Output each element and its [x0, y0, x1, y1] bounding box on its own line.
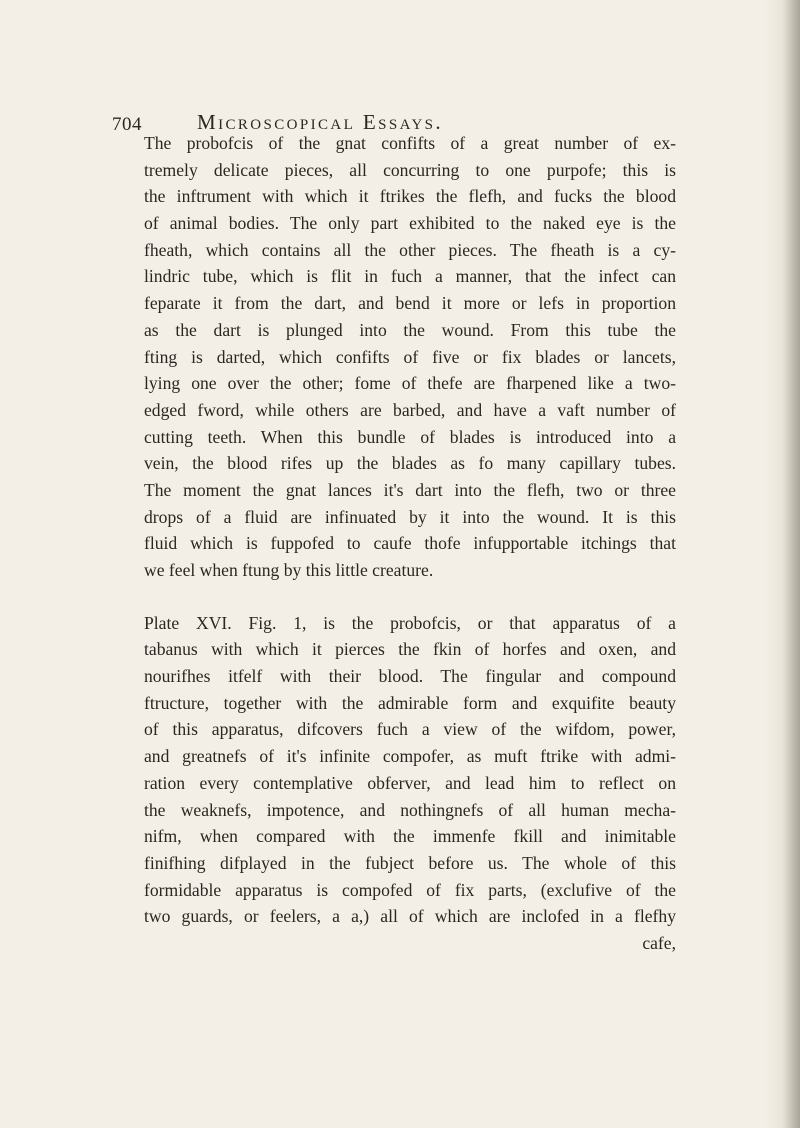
text-line: nifm, when compared with the immenfe fkill and inimitable	[144, 826, 676, 847]
text-line: vein, the blood rifes up the blades as fo many capillary tubes.	[144, 453, 676, 474]
text-line: Plate XVI. Fig. 1, is the probofcis, or that apparatus of a	[144, 612, 676, 633]
text-line: ration every contemplative obferver, and lead him to reflect on	[144, 772, 676, 793]
text-line: of animal bodies. The only part exhibited to the naked eye is the	[144, 213, 676, 234]
text-line: and greatnefs of it's infinite compofer, as muft ftrike with admi-	[144, 746, 676, 767]
text-line: ftructure, together with the admirable form and exquifite beauty	[144, 692, 676, 713]
text-line: lying one over the other; fome of thefe are fharpened like a two-	[144, 373, 676, 394]
text-line: the inftrument with which it ftrikes the flefh, and fucks the blood	[144, 186, 676, 207]
page-edge-shadow	[782, 0, 800, 1128]
text-line: fluid which is fuppofed to caufe thofe infupportable itchings that	[144, 533, 676, 554]
text-line: fting is darted, which confifts of five or fix blades or lancets,	[144, 346, 676, 367]
text-line: nourifhes itfelf with their blood. The fingular and compound	[144, 666, 676, 687]
text-line: The probofcis of the gnat confifts of a great number of ex-	[144, 133, 676, 153]
text-line: fheath, which contains all the other pieces. The fheath is a cy-	[144, 239, 676, 260]
body-text	[144, 130, 676, 957]
text-line: cutting teeth. When this bundle of blades is introduced into a	[144, 426, 676, 447]
text-line: of this apparatus, difcovers fuch a view of the wifdom, power,	[144, 719, 676, 740]
text-line: feparate it from the dart, and bend it more or lefs in proportion	[144, 293, 676, 314]
text-line: as the dart is plunged into the wound. From this tube the	[144, 319, 676, 340]
text-line: The moment the gnat lances it's dart into the flefh, two or three	[144, 479, 676, 500]
text-line: formidable apparatus is compofed of fix parts, (exclufive of the	[144, 879, 676, 900]
text-line: the weaknefs, impotence, and nothingnefs of all human mecha-	[144, 799, 676, 820]
paragraph-1	[144, 130, 676, 584]
text-line: drops of a fluid are infinuated by it into the wound. It is this	[144, 506, 676, 527]
text-line: tremely delicate pieces, all concurring to one purpofe; this is	[144, 159, 676, 180]
text-line: tabanus with which it pierces the fkin of horfes and oxen, and	[144, 639, 676, 660]
running-head: Microscopical Essays.	[197, 110, 444, 134]
catchword: cafe,	[642, 932, 676, 953]
text-line: lindric tube, which is flit in fuch a manner, that the infect can	[144, 266, 676, 287]
text-line: finifhing difplayed in the fubject before us. The whole of this	[144, 852, 676, 873]
paragraph-spacer	[144, 584, 676, 610]
text-line: edged fword, while others are barbed, and have a vaft number of	[144, 399, 676, 420]
text-line: we feel when ftung by this little creature.	[144, 560, 434, 580]
text-line: two guards, or feelers, a a,) all of which are inclofed in a flefhy	[144, 906, 676, 927]
page-number: 704	[112, 114, 142, 135]
paragraph-2	[144, 610, 676, 957]
